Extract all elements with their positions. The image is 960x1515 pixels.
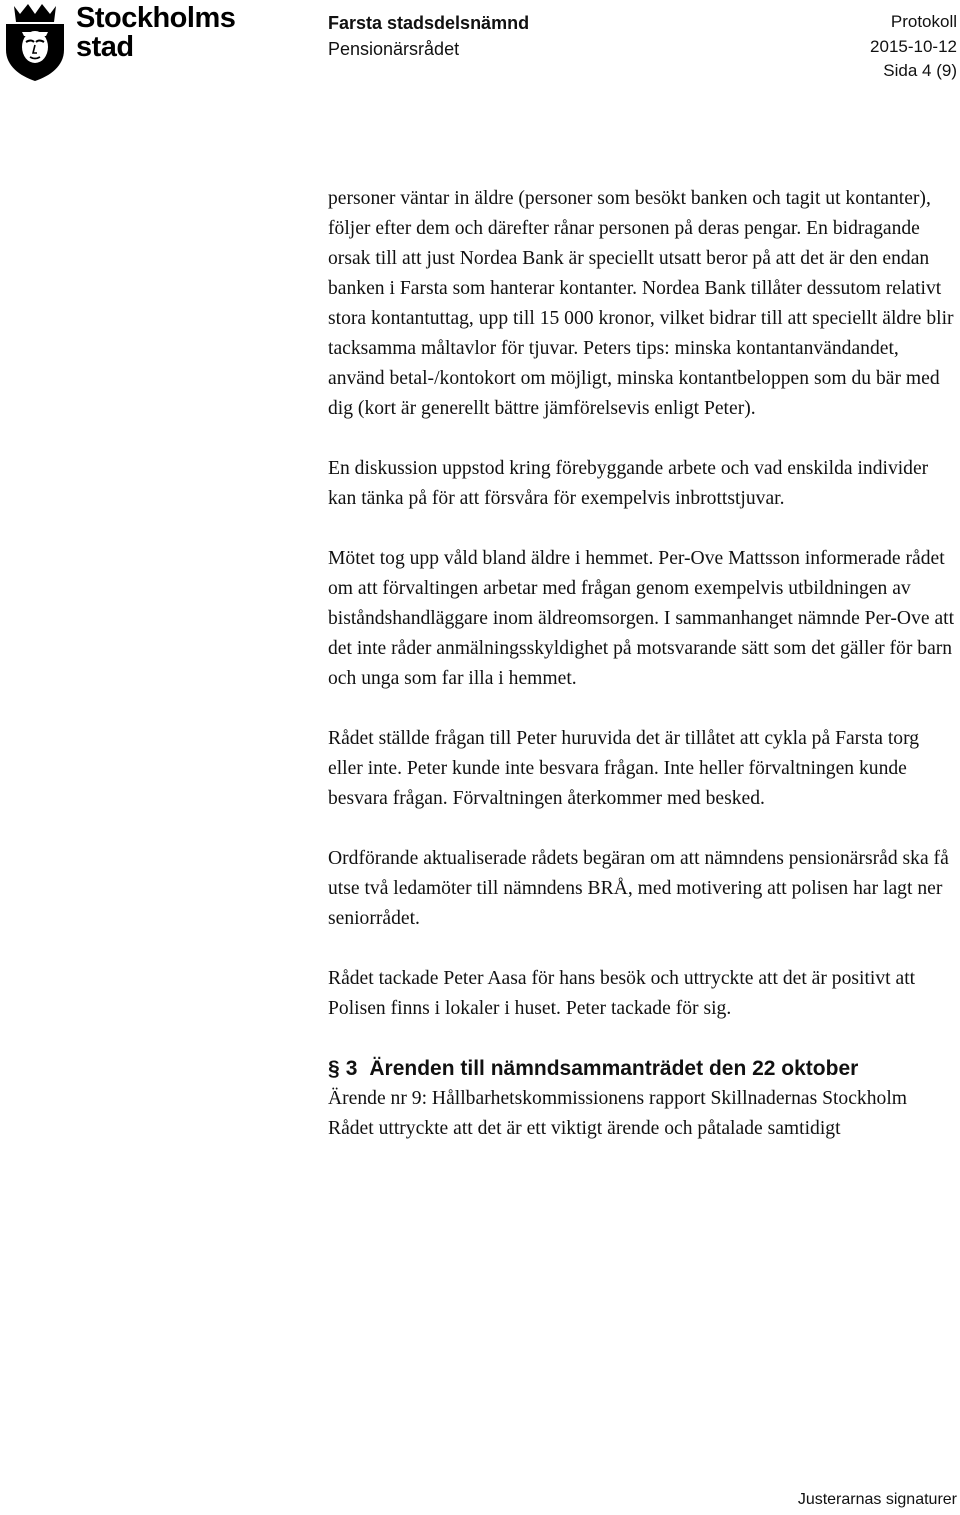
section-number: 3 [345,1057,358,1080]
doc-date: 2015-10-12 [870,36,957,56]
paragraph: En diskussion uppstod kring förebyggande arbete och vad enskilda individer kan tänka på för att försvåra för exempelvis inbrottstjuvar. [328,458,929,509]
section-mark: § [328,1057,340,1080]
paragraph: Rådet ställde frågan till Peter huruvida det är tillåtet att cykla på Farsta torg eller inte. Peter kunde inte besvara frågan. Inte heller förvaltningen kunde besvara frågan. Förvaltningen återkommer med besked. [328,728,920,809]
page-number: Sida 4 (9) [883,61,957,80]
paragraph: Rådet tackade Peter Aasa för hans besök och uttryckte att det är positivt att Polisen finns i lokaler i huset. Peter tackade för sig. [328,968,916,1019]
paragraph: personer väntar in äldre (personer som besökt banken och tagit ut kontanter), följer efter dem och därefter rånar personen på deras pengar. En bidragande orsak till att just Nordea Bank är speciellt utsatt beror på att det är den endan banken i Farsta som hanterar kontanter. Nordea Bank tillåter dessutom relativt stora kontantuttag, upp till 15 000 kronor, vilket bidrar till att speciellt äldre blir tacksamma måltavlor för tjuvar. Peters tips: minska kontantanvändandet, använd betal-/kontokort om möjligt, minska kontantbeloppen som du bär med dig (kort är generellt bättre jämförelsevis enligt Peter). [328,188,954,419]
header-left [328,10,529,62]
crown-shield-icon [2,2,68,82]
stockholms-stad-logo [2,2,242,82]
body-name: Pensionärsrådet [328,39,460,59]
section-heading [328,1054,958,1084]
signature-label: Justerarnas signaturer [797,1491,957,1508]
document-body [328,184,958,1144]
paragraph: Mötet tog upp våld bland äldre i hemmet. Per-Ove Mattsson informerade rådet om att förvaltingen arbetar med frågan genom exempelvis utbildningen av biståndshandläggare inom äldreomsorgen. I sammanhanget nämnde Per-Ove att det inte råder anmälningsskyldighet på motsvarande sätt som det gäller för barn och unga som far illa i hemmet. [328,548,955,689]
section-line: Ärende nr 9: Hållbarhetskommissionens rapport Skillnadernas Stockholm [328,1088,908,1109]
logo-wordmark [76,4,235,62]
logo-text-line1: Stockholms [76,2,236,34]
paragraph: Ordförande aktualiserade rådets begäran om att nämndens pensionärsråd ska få utse två ledamöter till nämndens BRÅ, med motivering att polisen har lagt ner seniorrådet. [328,848,949,929]
logo-text-line2: stad [76,31,134,63]
section-title: Ärenden till nämndsammanträdet den 22 oktober [369,1057,859,1080]
header-right [870,10,957,84]
org-name: Farsta stadsdelsnämnd [328,13,530,33]
doc-type: Protokoll [890,12,957,31]
section-line: Rådet uttryckte att det är ett viktigt ärende och påtalade samtidigt [328,1118,841,1139]
